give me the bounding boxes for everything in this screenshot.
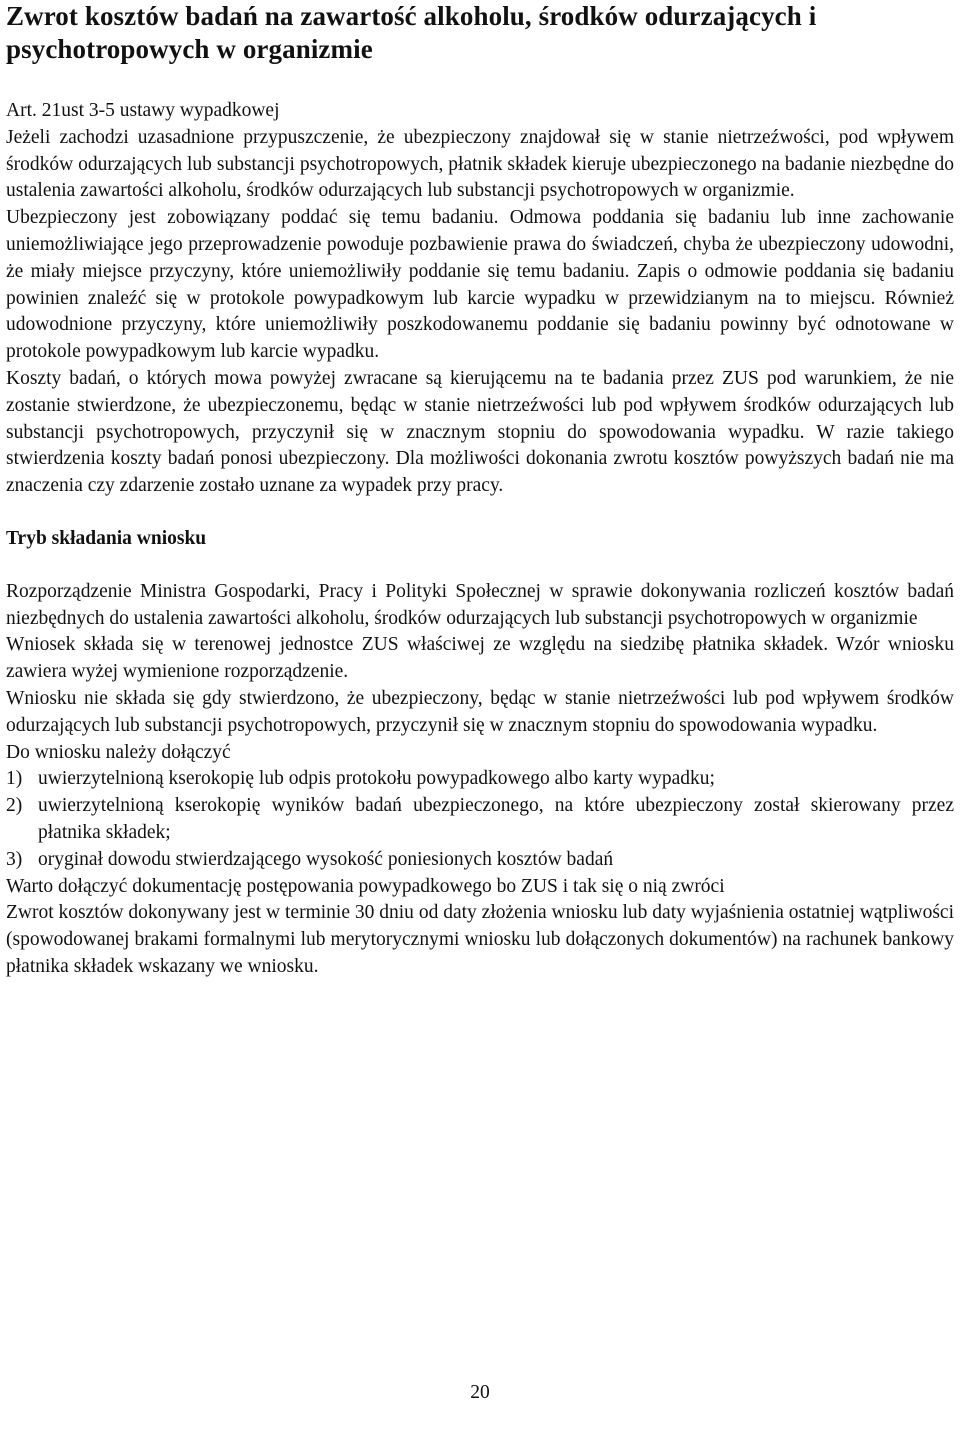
- section-heading: Tryb składania wniosku: [6, 527, 207, 549]
- spacer: [6, 500, 954, 526]
- paragraph: Wniosek składa się w terenowej jednostce ZUS właściwej ze względu na siedzibę płatnika składek. Wzór wniosku zawiera wyżej wymienione rozporządzenie.: [6, 634, 954, 683]
- paragraph: Rozporządzenie Ministra Gospodarki, Pracy i Polityki Społecznej w sprawie dokonywania rozliczeń kosztów badań niezbędnych do ustalenia zawartości alkoholu, środków odurzających lub substancji psychotropowych w organizmie: [6, 580, 954, 629]
- list-item-text: oryginał dowodu stwierdzającego wysokość poniesionych kosztów badań: [38, 848, 614, 870]
- page-number: 20: [470, 1382, 490, 1403]
- paragraph: Warto dołączyć dokumentację postępowania powypadkowego bo ZUS i tak się o nią zwróci: [6, 875, 725, 897]
- paragraph: Ubezpieczony jest zobowiązany poddać się temu badaniu. Odmowa poddania się badaniu lub inne zachowanie uniemożliwiające jego przeprowadzenie powoduje pozbawienie prawa do świadczeń, chyba że ubezpieczony udowodni, że miały miejsce przyczyny, które uniemożliwiły poddanie się temu badaniu. Zapis o odmowie poddania się badaniu powinien znaleźć się w protokole powypadkowym lub karcie wypadku w przewidzianym na to miejscu. Również udowodnione przyczyny, które uniemożliwiły poszkodowanemu poddanie się badaniu powinny być odnotowane w protokole powypadkowym lub karcie wypadku.: [6, 207, 954, 363]
- list-item-text: uwierzytelnioną kserokopię wyników badań ubezpieczonego, na które ubezpieczony został skierowany przez płatnika składek;: [38, 795, 954, 843]
- paragraph: Do wniosku należy dołączyć: [6, 741, 231, 763]
- paragraph: Koszty badań, o których mowa powyżej zwracane są kierującemu na te badania przez ZUS pod warunkiem, że nie zostanie stwierdzone, że ubezpieczonemu, będąc w stanie nietrzeźwości lub pod wpływem środków odurzających lub substancji psychotropowych, przyczynił się w znacznym stopniu do spowodowania wypadku. W razie takiego stwierdzenia koszty badań ponosi ubezpieczony. Dla możliwości dokonania zwrotu kosztów powyższych badań nie ma znaczenia czy zdarzenie zostało uznane za wypadek przy pracy.: [6, 367, 954, 497]
- paragraph: Zwrot kosztów dokonywany jest w terminie 30 dniu od daty złożenia wniosku lub daty wyjaśnienia ostatniej wątpliwości (spowodowanej brakami formalnymi lub merytorycznymi wniosku lub dołączonych dokumentów) na rachunek bankowy płatnika składek wskazany we wniosku.: [6, 902, 954, 977]
- list-item-number: 1): [6, 768, 23, 790]
- section-intro: [6, 98, 954, 500]
- paragraph: Wniosku nie składa się gdy stwierdzono, że ubezpieczony, będąc w stanie nietrzeźwości lub pod wpływem środków odurzających lub substancji psychotropowych, przyczynił się w znacznym stopniu do spowodowania wypadku.: [6, 687, 954, 736]
- spacer: [6, 66, 954, 98]
- spacer: [6, 553, 954, 579]
- section-procedure: [6, 526, 954, 981]
- list-item-number: 2): [6, 795, 23, 817]
- attachments-list: [6, 766, 954, 873]
- page-title: Zwrot kosztów badań na zawartość alkoholu, środków odurzających i psychotropowych w organizmie: [6, 1, 817, 64]
- list-item: [6, 847, 954, 874]
- list-item: [6, 766, 954, 793]
- list-item-number: 3): [6, 848, 23, 870]
- paragraph: Jeżeli zachodzi uzasadnione przypuszczenie, że ubezpieczony znajdował się w stanie nietrzeźwości, pod wpływem środków odurzających lub substancji psychotropowych, płatnik składek kieruje ubezpieczonego na badanie niezbędne do ustalenia zawartości alkoholu, środków odurzających lub substancji psychotropowych w organizmie.: [6, 126, 954, 202]
- list-item-text: uwierzytelnioną kserokopię lub odpis protokołu powypadkowego albo karty wypadku;: [38, 768, 715, 790]
- legal-reference: Art. 21ust 3-5 ustawy wypadkowej: [6, 100, 280, 121]
- list-item: [6, 793, 954, 847]
